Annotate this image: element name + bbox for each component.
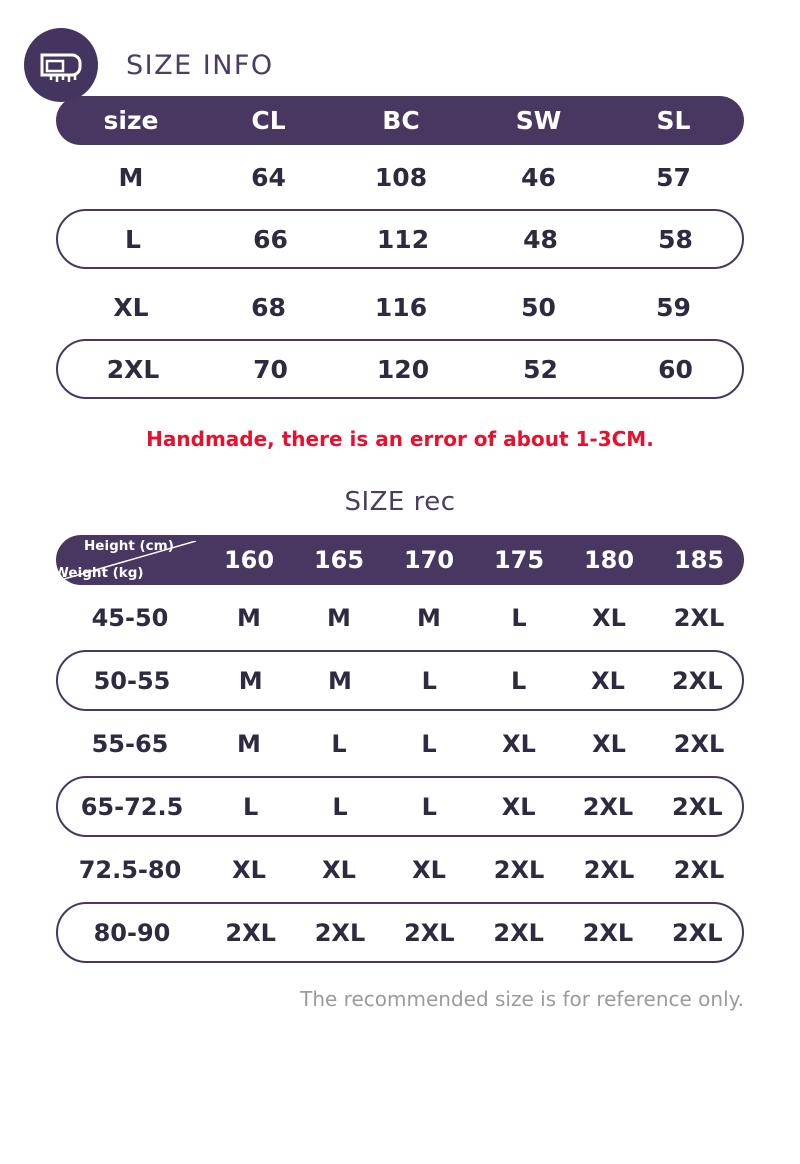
column-header-sl: SL xyxy=(656,106,691,135)
measuring-tape-icon xyxy=(24,28,98,102)
cell-size: M xyxy=(118,162,144,192)
cell-size: M xyxy=(237,729,261,758)
cell-size: 2XL xyxy=(583,855,635,884)
cell-size: 2XL xyxy=(225,918,276,947)
column-header-height-175: 175 xyxy=(493,546,545,574)
cell-size: XL xyxy=(501,792,536,821)
size-info-table xyxy=(56,96,744,399)
cell-size: L xyxy=(125,224,141,254)
cell-size: XL xyxy=(412,855,446,884)
cell-sl: 58 xyxy=(658,224,693,254)
cell-cl: 68 xyxy=(251,292,286,322)
cell-cl: 66 xyxy=(253,224,288,254)
cell-size: M xyxy=(328,666,352,695)
cell-weight: 50-55 xyxy=(93,666,171,695)
cell-weight: 55-65 xyxy=(91,729,169,758)
cell-size: L xyxy=(421,666,437,695)
header-corner-cell xyxy=(56,535,204,585)
table-row xyxy=(56,585,744,650)
cell-size: XL xyxy=(232,855,266,884)
column-header-sw: SW xyxy=(515,106,562,135)
cell-size: M xyxy=(327,603,351,632)
page-title: SIZE INFO xyxy=(126,49,274,81)
cell-cl: 70 xyxy=(253,354,288,384)
cell-size: 2XL xyxy=(673,855,725,884)
cell-sw: 52 xyxy=(523,354,558,384)
table-row xyxy=(56,711,744,776)
cell-size: 2XL xyxy=(582,792,634,821)
cell-size: L xyxy=(421,792,437,821)
table-row xyxy=(56,275,744,339)
table-row xyxy=(56,837,744,902)
reference-footnote: The recommended size is for reference only. xyxy=(300,987,744,1011)
cell-size: XL xyxy=(113,292,149,322)
cell-weight: 72.5-80 xyxy=(78,855,182,884)
table-row xyxy=(56,339,744,399)
cell-size: XL xyxy=(592,603,626,632)
cell-size: L xyxy=(511,666,527,695)
table-header-row xyxy=(56,96,744,145)
cell-weight: 80-90 xyxy=(93,918,171,947)
cell-weight: 45-50 xyxy=(91,603,169,632)
cell-size: L xyxy=(511,603,527,632)
table-row xyxy=(56,902,744,963)
corner-height-label: Height (cm) xyxy=(84,538,174,554)
table-row xyxy=(56,776,744,837)
cell-size: 2XL xyxy=(673,603,725,632)
cell-size: XL xyxy=(502,729,536,758)
column-header-height-160: 160 xyxy=(223,546,275,574)
size-recommendation-table xyxy=(56,535,744,963)
handmade-error-note: Handmade, there is an error of about 1-3CM. xyxy=(146,427,654,451)
cell-cl: 64 xyxy=(251,162,286,192)
cell-weight: 65-72.5 xyxy=(80,792,184,821)
cell-sl: 60 xyxy=(658,354,693,384)
cell-size: 2XL xyxy=(672,792,723,821)
cell-sw: 48 xyxy=(523,224,558,254)
cell-size: XL xyxy=(592,729,626,758)
size-rec-title: SIZE rec xyxy=(344,487,456,517)
column-header-height-185: 185 xyxy=(673,546,725,574)
column-header-height-165: 165 xyxy=(313,546,365,574)
table-row xyxy=(56,209,744,269)
cell-size: L xyxy=(243,792,259,821)
cell-bc: 116 xyxy=(374,292,428,322)
corner-weight-label: Weight (kg) xyxy=(54,565,144,581)
cell-size: L xyxy=(331,729,347,758)
cell-size: L xyxy=(332,792,348,821)
cell-bc: 112 xyxy=(376,224,430,254)
cell-size: 2XL xyxy=(106,354,160,384)
cell-sl: 59 xyxy=(656,292,691,322)
column-header-size: size xyxy=(103,106,159,135)
cell-size: 2XL xyxy=(672,918,723,947)
cell-sw: 46 xyxy=(521,162,556,192)
cell-size: 2XL xyxy=(582,918,634,947)
cell-size: L xyxy=(421,729,437,758)
rec-header-row xyxy=(56,535,744,585)
column-header-height-170: 170 xyxy=(403,546,455,574)
cell-sw: 50 xyxy=(521,292,556,322)
cell-size: M xyxy=(417,603,441,632)
cell-size: M xyxy=(238,666,263,695)
cell-bc: 120 xyxy=(376,354,430,384)
table-row xyxy=(56,145,744,209)
cell-size: M xyxy=(237,603,261,632)
cell-size: 2XL xyxy=(493,855,545,884)
cell-size: 2XL xyxy=(493,918,544,947)
cell-bc: 108 xyxy=(374,162,428,192)
column-header-cl: CL xyxy=(251,106,286,135)
header xyxy=(0,0,800,96)
cell-size: 2XL xyxy=(404,918,455,947)
cell-size: XL xyxy=(322,855,356,884)
column-header-bc: BC xyxy=(382,106,420,135)
column-header-height-180: 180 xyxy=(583,546,635,574)
cell-size: 2XL xyxy=(673,729,725,758)
cell-size: 2XL xyxy=(314,918,366,947)
cell-size: XL xyxy=(591,666,625,695)
cell-sl: 57 xyxy=(656,162,691,192)
table-row xyxy=(56,650,744,711)
cell-size: 2XL xyxy=(672,666,723,695)
